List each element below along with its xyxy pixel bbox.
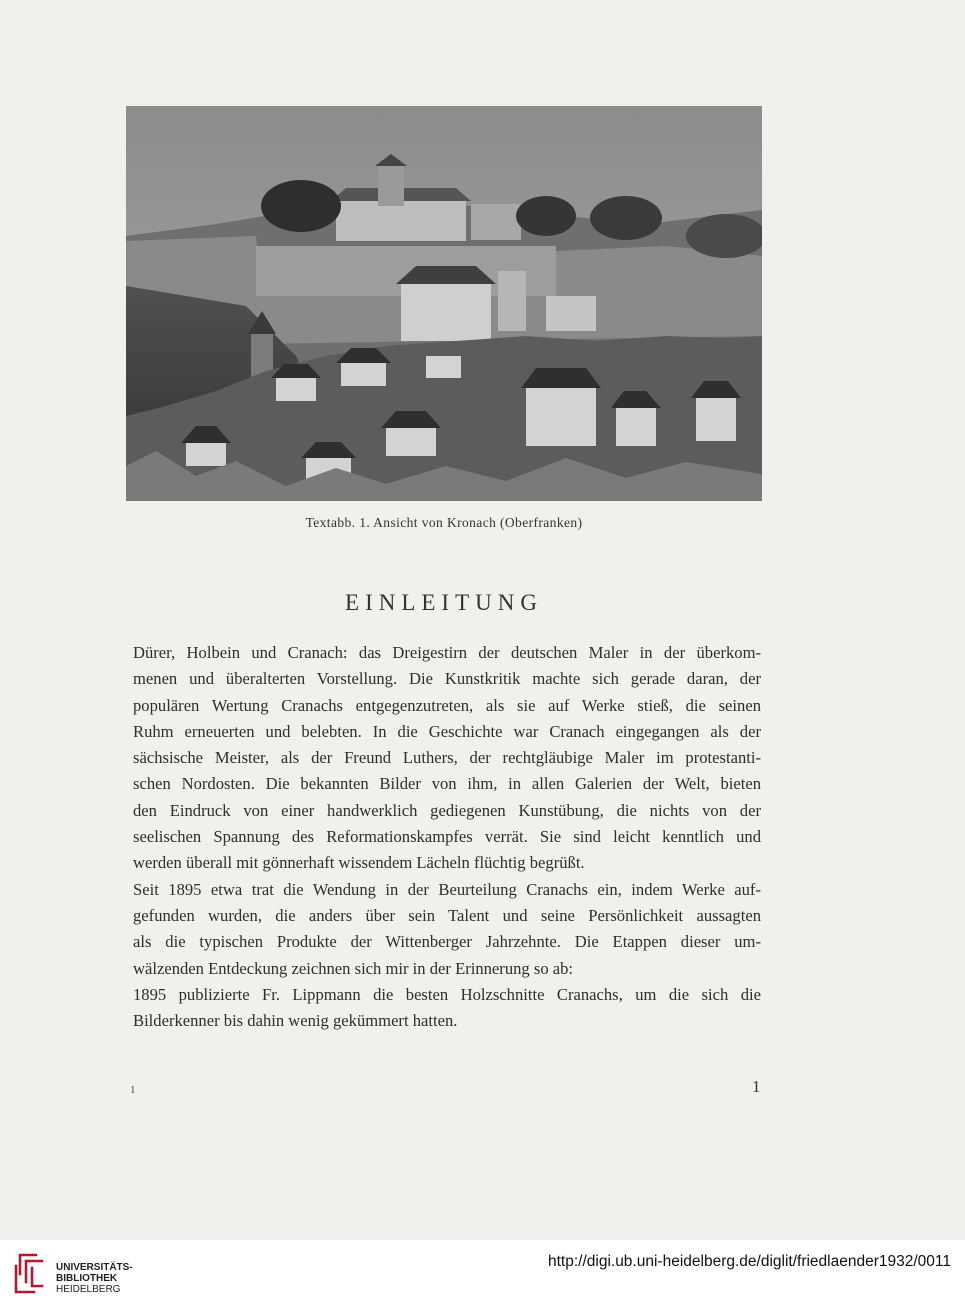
text-line: wälzenden Entdeckung zeichnen sich mir in der Erinnerung so ab: <box>133 958 574 978</box>
text-line: schen Nordosten. Die bekannten Bilder von ihm, in allen Galerien der Welt, bieten <box>133 774 761 794</box>
text-line: menen und überalterten Vorstellung. Die Kunstkritik machte sich gerade daran, der <box>133 669 761 689</box>
text-line: seelischen Spannung des Reformationskampfes verrät. Sie sind leicht kenntlich und <box>133 827 761 847</box>
library-name-line-2: BIBLIOTHEK <box>56 1273 118 1284</box>
text-line: Seit 1895 etwa trat die Wendung in der Beurteilung Cranachs ein, indem Werke auf- <box>133 879 761 899</box>
signature-mark: 1 <box>130 1084 136 1096</box>
source-url-link[interactable]: http://digi.ub.uni-heidelberg.de/diglit/friedlaender1932/0011 <box>547 1253 951 1270</box>
body-text <box>133 640 761 1034</box>
library-name <box>56 1262 133 1295</box>
text-line: Bilderkenner bis dahin wenig gekümmert hatten. <box>133 1011 458 1031</box>
text-line: den Eindruck von einer handwerklich gediegenen Kunstübung, die nichts von der <box>133 800 761 820</box>
text-line: gefunden wurden, die anders über sein Talent und seine Persönlichkeit aussagten <box>133 905 761 925</box>
digitization-footer <box>0 1240 965 1312</box>
text-line: populären Wertung Cranachs entgegenzutreten, als sie auf Werke stieß, die seinen <box>133 695 761 715</box>
town-view-photograph <box>126 106 762 501</box>
library-name-line-1: UNIVERSITÄTS- <box>56 1262 133 1273</box>
text-line: Dürer, Holbein und Cranach: das Dreigestirn der deutschen Maler in der überkom- <box>133 643 761 662</box>
text-line: als die typischen Produkte der Wittenberger Jahrzehnte. Die Etappen dieser um- <box>133 932 761 952</box>
text-line: werden überall mit gönnerhaft wissendem Lächeln flüchtig begrüßt. <box>133 853 585 873</box>
library-logo-icon <box>12 1252 46 1296</box>
text-line: Ruhm erneuerten und belebten. In die Geschichte war Cranach eingegangen als der <box>133 721 761 741</box>
page-number: 1 <box>752 1077 761 1096</box>
text-line: 1895 publizierte Fr. Lippmann die besten Holzschnitte Cranachs, um die sich die <box>133 984 761 1004</box>
chapter-heading: EINLEITUNG <box>345 590 543 615</box>
text-line: sächsische Meister, als der Freund Luthers, der rechtgläubige Maler im protestanti- <box>133 748 761 768</box>
figure-caption: Textabb. 1. Ansicht von Kronach (Oberfranken) <box>305 515 583 530</box>
library-name-line-3: HEIDELBERG <box>56 1284 121 1295</box>
